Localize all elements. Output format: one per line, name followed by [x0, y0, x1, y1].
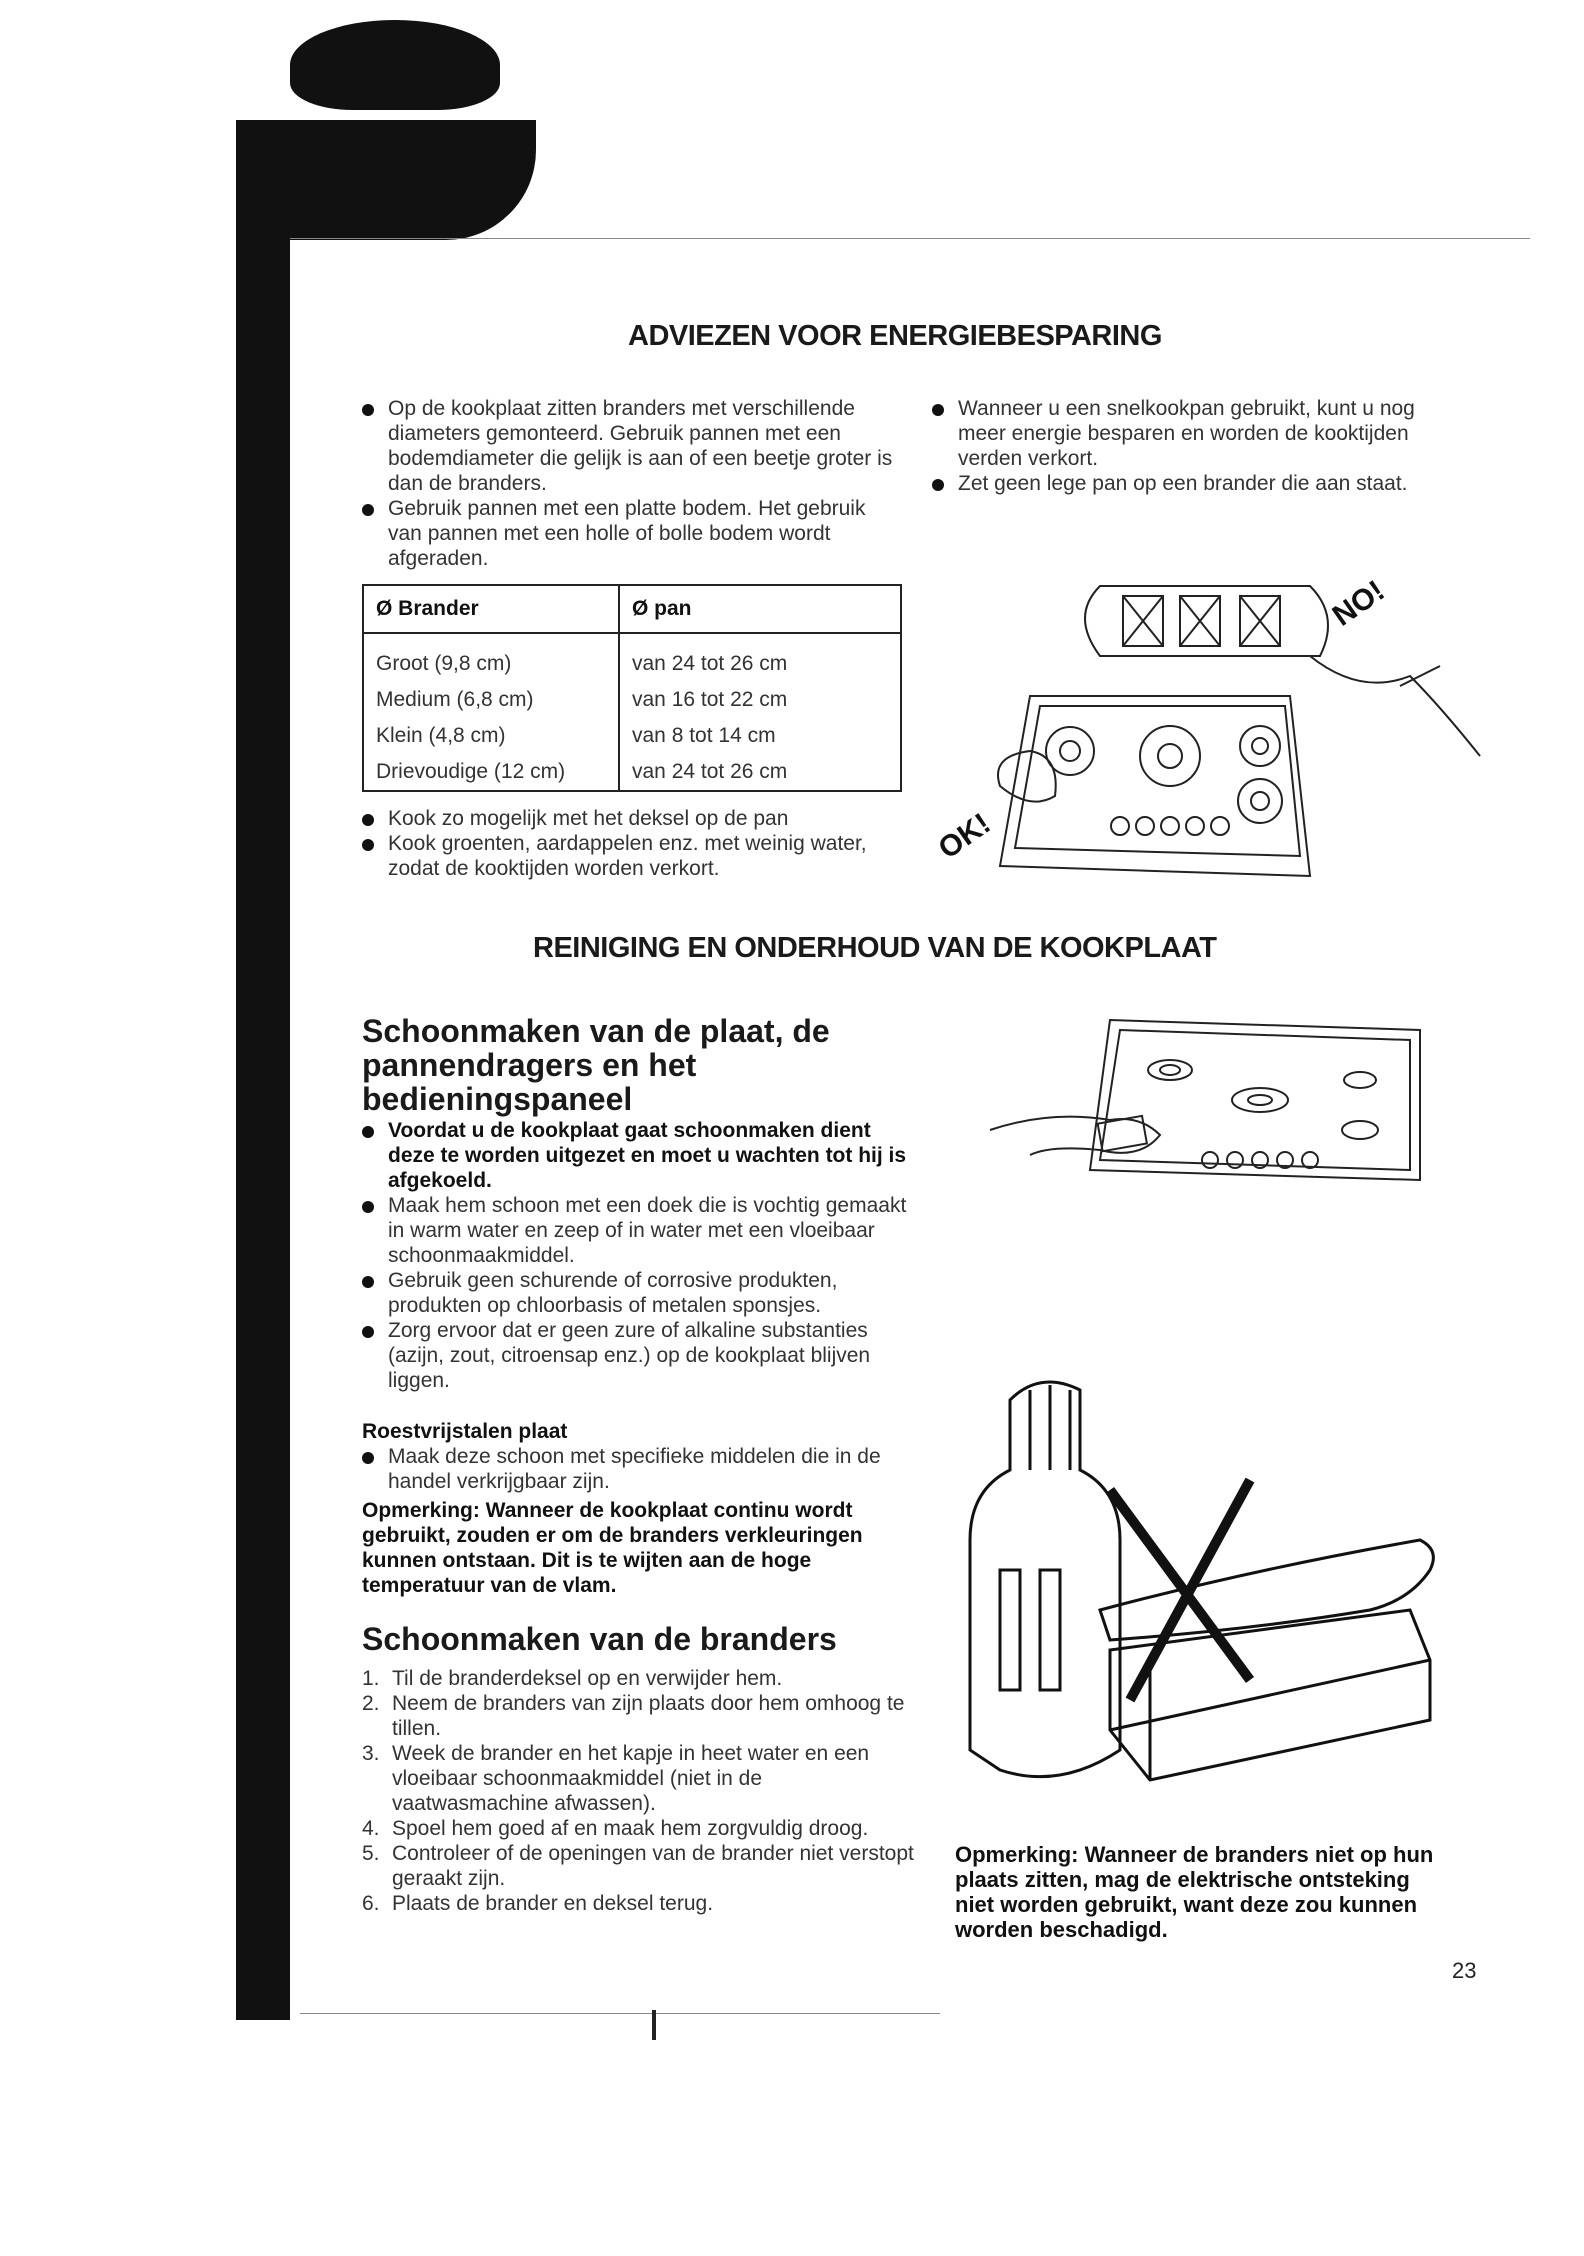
step-text: Neem de branders van zijn plaats door hem omhoog te tillen.	[392, 1692, 905, 1740]
table-row	[363, 754, 901, 791]
table-cell: Klein (4,8 cm)	[363, 718, 619, 754]
step-item	[362, 1816, 922, 1841]
cooktop-pans-illustration	[932, 556, 1480, 886]
table-row	[363, 682, 901, 718]
table-cell: van 16 tot 22 cm	[619, 682, 901, 718]
step-item	[362, 1841, 922, 1891]
energy-left-column	[362, 396, 902, 571]
scan-artifact-blob	[290, 20, 500, 110]
step-number: 5.	[362, 1842, 380, 1865]
energy-bullet: Op de kookplaat zitten branders met verschillende diameters gemonteerd. Gebruik pannen met een bodemdiameter die gelijk is aan of een beetje groter is dan de branders.	[362, 396, 902, 496]
energy-bullet: Kook zo mogelijk met het deksel op de pan	[362, 806, 902, 831]
subsection-title-plate: Schoonmaken van de plaat, de pannendragers en het bedieningspaneel	[362, 1013, 830, 1117]
step-text: Til de branderdeksel op en verwijder hem.	[392, 1667, 783, 1690]
cleaning-bullet: Voordat u de kookplaat gaat schoonmaken dient deze te worden uitgezet en moet u wachten tot hij is afgekoeld.	[362, 1118, 922, 1193]
table-header: Ø Brander	[363, 585, 619, 633]
cleaning-cooktop-illustration	[990, 1010, 1430, 1210]
burner-size-table	[362, 584, 902, 792]
step-text: Plaats de brander en deksel terug.	[392, 1892, 714, 1915]
energy-right-column	[932, 396, 1442, 496]
table-row	[363, 718, 901, 754]
energy-bullet: Kook groenten, aardappelen enz. met weinig water, zodat de kooktijden worden verkort.	[362, 831, 902, 881]
step-item	[362, 1891, 922, 1916]
step-number: 1.	[362, 1667, 380, 1690]
step-item	[362, 1741, 922, 1816]
remark-ignition: Opmerking: Wanneer de branders niet op hun plaats zitten, mag de elektrische ontsteking niet worden gebruikt, want deze zou kunnen worden beschadigd.	[955, 1842, 1434, 1942]
cleaning-bullet: Zorg ervoor dat er geen zure of alkaline substanties (azijn, zout, citroensap enz.) op de kookplaat blijven liggen.	[362, 1318, 922, 1393]
step-text: Week de brander en het kapje in heet water en een vloeibaar schoonmaakmiddel (niet in de vaatwasmachine afwassen).	[392, 1742, 870, 1815]
no-label: NO!	[1326, 574, 1391, 633]
table-cell: van 24 tot 26 cm	[619, 633, 901, 682]
scan-artifact-tick	[652, 2010, 656, 2040]
table-cell: Medium (6,8 cm)	[363, 682, 619, 718]
ok-label: OK!	[932, 807, 997, 866]
table-header: Ø pan	[619, 585, 901, 633]
page-bottom-rule	[300, 2013, 940, 2014]
page-top-rule	[290, 238, 1530, 239]
step-number: 2.	[362, 1692, 380, 1715]
step-text: Controleer of de openingen van de brander niet verstopt geraakt zijn.	[392, 1842, 914, 1890]
remark-discoloration: Opmerking: Wanneer de kookplaat continu wordt gebruikt, zouden er om de branders verkleuringen kunnen ontstaan. Dit is te wijten aan de hoge temperatuur van de vlam.	[362, 1499, 863, 1597]
table-row	[363, 633, 901, 682]
bottle-sponge-illustration	[950, 1370, 1470, 1800]
page-number: 23	[1452, 1958, 1477, 1983]
energy-bullet: Gebruik pannen met een platte bodem. Het gebruik van pannen met een holle of bolle bodem wordt afgeraden.	[362, 496, 902, 571]
section-title-cleaning: REINIGING EN ONDERHOUD VAN DE KOOKPLAAT	[533, 932, 1217, 964]
step-text: Spoel hem goed af en maak hem zorgvuldig droog.	[392, 1817, 869, 1840]
energy-bullet: Wanneer u een snelkookpan gebruikt, kunt u nog meer energie besparen en worden de kooktijden verden verkort.	[932, 396, 1442, 471]
table-cell: van 24 tot 26 cm	[619, 754, 901, 791]
subsection-title-burners: Schoonmaken van de branders	[362, 1621, 837, 1657]
scan-artifact-spine	[236, 120, 290, 2020]
cleaning-bullet: Gebruik geen schurende of corrosive produkten, produkten op chloorbasis of metalen sponsjes.	[362, 1268, 922, 1318]
table-cell: van 8 tot 14 cm	[619, 718, 901, 754]
cleaning-bullet: Maak hem schoon met een doek die is vochtig gemaakt in warm water en zeep of in water met een vloeibaar schoonmaakmiddel.	[362, 1193, 922, 1268]
steel-plate-title: Roestvrijstalen plaat	[362, 1420, 568, 1443]
step-number: 6.	[362, 1892, 380, 1915]
energy-bullet: Zet geen lege pan op een brander die aan staat.	[932, 471, 1442, 496]
section-title-energy: ADVIEZEN VOOR ENERGIEBESPARING	[628, 320, 1162, 352]
step-item	[362, 1691, 922, 1741]
step-number: 3.	[362, 1742, 380, 1765]
burner-steps	[362, 1666, 922, 1916]
energy-after-table	[362, 806, 902, 881]
step-item	[362, 1666, 922, 1691]
step-number: 4.	[362, 1817, 380, 1840]
steel-bullet: Maak deze schoon met specifieke middelen die in de handel verkrijgbaar zijn.	[362, 1444, 922, 1494]
table-cell: Drievoudige (12 cm)	[363, 754, 619, 791]
table-cell: Groot (9,8 cm)	[363, 633, 619, 682]
cleaning-plate-column	[362, 1118, 922, 1598]
